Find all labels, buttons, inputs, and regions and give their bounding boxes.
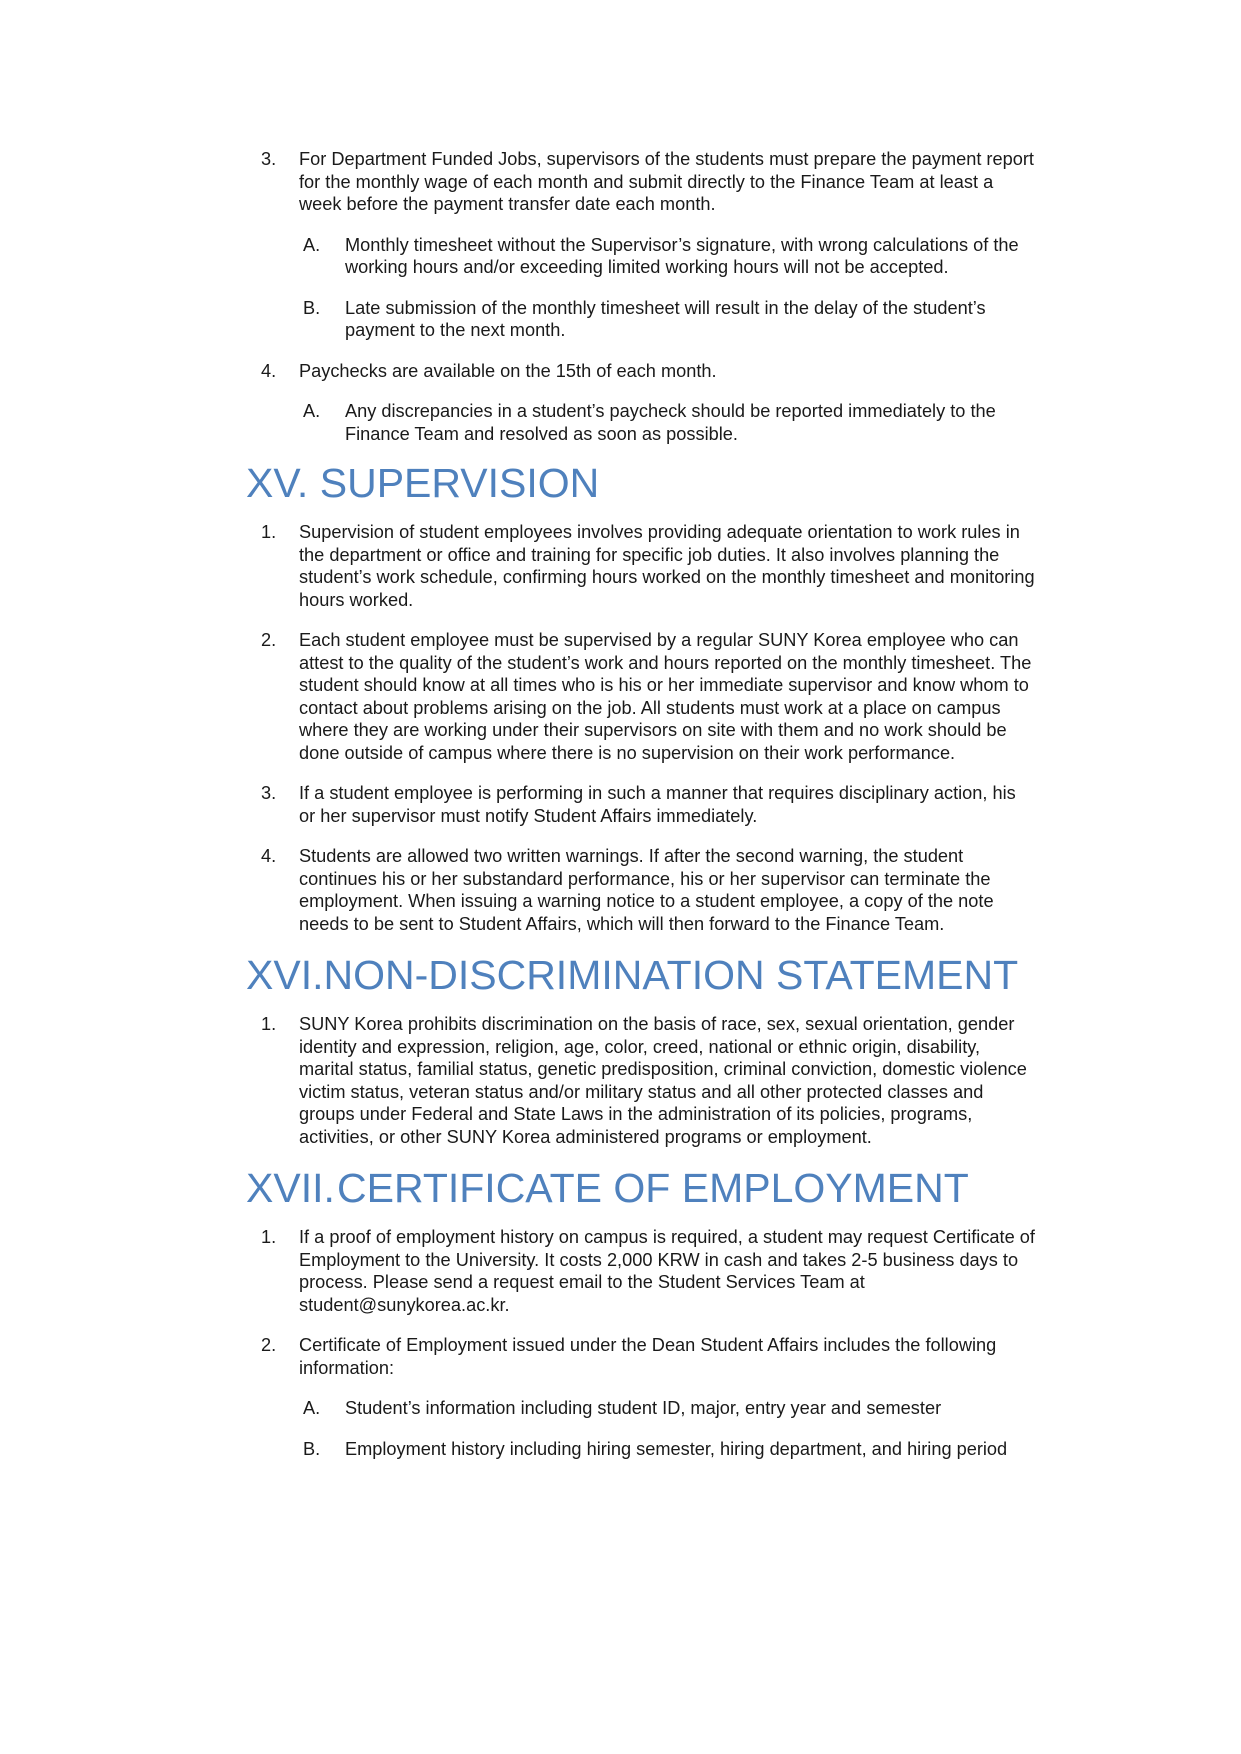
- list-item: [246, 148, 1036, 216]
- list-item: [246, 845, 1036, 935]
- list-item-number: 2.: [261, 1335, 277, 1355]
- list-item-number: 2.: [261, 630, 277, 650]
- list-item-text: If a proof of employment history on campus is required, a student may request Certificate of Employment to the University. It costs 2,000 KRW in cash and takes 2-5 business days to process. Please send a request email to the Student Services Team at student@sunykorea.ac.kr.: [299, 1227, 1035, 1315]
- list-item-text: If a student employee is performing in such a manner that requires disciplinary action, his or her supervisor must notify Student Affairs immediately.: [299, 783, 1016, 826]
- section-heading-non-discrimination: [246, 951, 1036, 999]
- list-item-number: 4.: [261, 846, 277, 866]
- sub-list-item-text: Late submission of the monthly timesheet will result in the delay of the student’s payment to the next month.: [345, 297, 986, 340]
- sub-list-item-letter: B.: [303, 297, 321, 318]
- list-item: [246, 360, 1036, 383]
- sub-list-item-text: Student’s information including student ID, major, entry year and semester: [345, 1398, 942, 1418]
- sub-list-item: [246, 297, 1036, 342]
- list-item-number: 3.: [261, 149, 277, 169]
- sub-list-item: [246, 1438, 1036, 1461]
- section-title: SUPERVISION: [319, 460, 600, 506]
- section-title: NON-DISCRIMINATION STATEMENT: [323, 952, 1019, 998]
- list-item-text: SUNY Korea prohibits discrimination on the basis of race, sex, sexual orientation, gender identity and expression, religion, age, color, creed, national or ethnic origin, disability, marital status, familial status, genetic predisposition, criminal conviction, domestic violence victim status, veteran status and/or military status and all other protected classes and groups under Federal and State Laws in the administration of its policies, programs, activities, or other SUNY Korea administered programs or employment.: [299, 1014, 1027, 1147]
- section-number: XVI.: [246, 952, 324, 998]
- section-title: CERTIFICATE OF EMPLOYMENT: [337, 1165, 969, 1211]
- sub-list-item-letter: A.: [303, 401, 321, 421]
- list-item: [246, 629, 1036, 764]
- list-item-text: Students are allowed two written warnings. If after the second warning, the student continues his or her substandard performance, his or her supervisor can terminate the employment. When issuing a warning notice to a student employee, a copy of the note needs to be sent to Student Affairs, which will then forward to the Finance Team.: [299, 846, 994, 934]
- list-item: [246, 782, 1036, 827]
- list-item-number: 1.: [261, 1227, 277, 1247]
- list-item: [246, 1334, 1036, 1379]
- list-item-text: For Department Funded Jobs, supervisors of the students must prepare the payment report for the monthly wage of each month and submit directly to the Finance Team at least a week before the payment transfer date each month.: [299, 149, 1034, 214]
- sub-list-item: [246, 400, 1036, 445]
- sub-list-item-letter: A.: [303, 1398, 321, 1418]
- list-item-text: Paychecks are available on the 15th of each month.: [299, 360, 717, 381]
- list-item-number: 1.: [261, 522, 277, 542]
- list-item: [246, 521, 1036, 611]
- section-number: XV.: [246, 460, 309, 506]
- list-item-text: Certificate of Employment issued under the Dean Student Affairs includes the following information:: [299, 1335, 997, 1378]
- list-item-number: 3.: [261, 783, 277, 803]
- list-item-number: 1.: [261, 1014, 277, 1034]
- list-item: [246, 1226, 1036, 1316]
- section-heading-supervision: [246, 459, 1036, 507]
- sub-list-item-text: Monthly timesheet without the Supervisor’s signature, with wrong calculations of the working hours and/or exceeding limited working hours will not be accepted.: [345, 234, 1019, 277]
- section-number: XVII.: [246, 1165, 335, 1211]
- section-heading-certificate-of-employment: [246, 1164, 1036, 1212]
- list-item-text: Supervision of student employees involves providing adequate orientation to work rules in the department or office and training for specific job duties. It also involves planning the student’s work schedule, confirming hours worked on the monthly timesheet and monitoring hours worked.: [299, 522, 1035, 610]
- list-item: [246, 1013, 1036, 1148]
- list-item-text: Each student employee must be supervised by a regular SUNY Korea employee who can attest to the quality of the student’s work and hours reported on the monthly timesheet. The student should know at all times who is his or her immediate supervisor and know whom to contact about problems arising on the job. All students must work at a place on campus where they are working under their supervisors on site with them and no work should be done outside of campus where there is no supervision on their work performance.: [299, 630, 1032, 763]
- sub-list-item-text: Employment history including hiring semester, hiring department, and hiring period: [345, 1438, 1008, 1459]
- sub-list-item: [246, 1397, 1036, 1420]
- page-content: [246, 148, 1036, 1478]
- sub-list-item-letter: B.: [303, 1438, 321, 1459]
- list-item-number: 4.: [261, 360, 277, 381]
- sub-list-item-text: Any discrepancies in a student’s paycheck should be reported immediately to the Finance Team and resolved as soon as possible.: [345, 401, 996, 444]
- sub-list-item-letter: A.: [303, 234, 321, 255]
- sub-list-item: [246, 234, 1036, 279]
